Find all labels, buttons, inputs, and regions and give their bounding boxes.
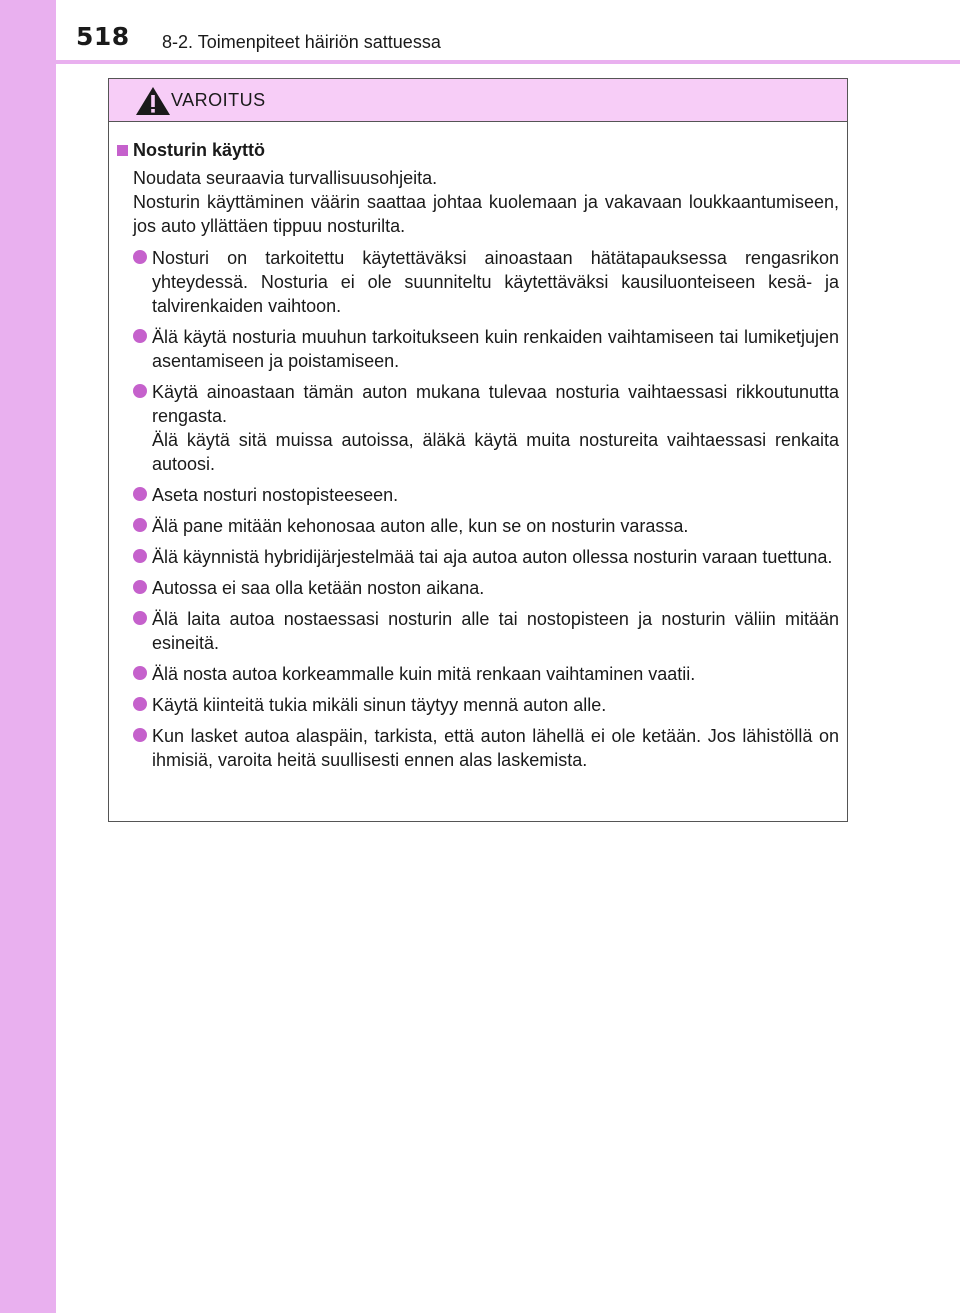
subheading <box>117 138 839 162</box>
round-bullet-icon <box>133 697 147 711</box>
list-item-paragraph: Älä käynnistä hybridijärjestelmää tai aja autoa auton ollessa nosturin varaan tuettuna. <box>152 547 833 567</box>
round-bullet-icon <box>133 250 147 264</box>
list-item-paragraph: Käytä ainoastaan tämän auton mukana tulevaa nosturia vaihtaessasi rikkoutunutta rengasta. <box>152 382 839 426</box>
list-item-text <box>152 483 839 507</box>
list-item <box>117 325 839 373</box>
list-item-paragraph: Aseta nosturi nostopisteeseen. <box>152 485 399 505</box>
list-item-paragraph: Älä laita autoa nostaessasi nosturin alle tai nostopisteen ja nosturin väliin mitään esineitä. <box>152 609 839 653</box>
list-item-text <box>152 607 839 655</box>
list-item-paragraph: Älä pane mitään kehonosaa auton alle, kun se on nosturin varassa. <box>152 516 689 536</box>
list-item-paragraph: Älä käytä sitä muissa autoissa, äläkä käytä muita nostureita vaihtaessasi renkaita autoosi. <box>152 430 839 474</box>
list-item <box>117 545 839 569</box>
intro-paragraph: Noudata seuraavia turvallisuusohjeita. <box>133 168 438 188</box>
list-item-text <box>152 380 839 476</box>
section-title: 8-2. Toimenpiteet häiriön sattuessa <box>162 32 441 52</box>
list-item <box>117 693 839 717</box>
list-item <box>117 724 839 772</box>
side-color-strip <box>0 0 56 1313</box>
list-item-paragraph: Älä käytä nosturia muuhun tarkoitukseen kuin renkaiden vaihtamiseen tai lumiketjujen asentamiseen ja poistamiseen. <box>152 327 839 371</box>
round-bullet-icon <box>133 580 147 594</box>
warning-label: VAROITUS <box>171 90 266 110</box>
round-bullet-icon <box>133 549 147 563</box>
list-item-text <box>152 514 839 538</box>
list-item-text <box>152 576 839 600</box>
list-item <box>117 380 839 476</box>
warning-body <box>109 122 847 772</box>
round-bullet-icon <box>133 666 147 680</box>
list-item <box>117 514 839 538</box>
list-item-paragraph: Kun lasket autoa alaspäin, tarkista, että auton lähellä ei ole ketään. Jos lähistöllä on ihmisiä, varoita heitä suullisesti ennen alas laskemista. <box>152 726 839 770</box>
round-bullet-icon <box>133 518 147 532</box>
warning-triangle-icon <box>135 86 171 116</box>
warning-box <box>108 78 848 822</box>
list-item <box>117 246 839 318</box>
list-item-text <box>152 724 839 772</box>
page-number: 518 <box>76 22 130 51</box>
list-item-text <box>152 325 839 373</box>
round-bullet-icon <box>133 329 147 343</box>
round-bullet-icon <box>133 487 147 501</box>
square-bullet-icon <box>117 145 128 156</box>
round-bullet-icon <box>133 384 147 398</box>
intro-paragraph: Nosturin käyttäminen väärin saattaa johtaa kuolemaan ja vakavaan loukkaantumiseen, jos auto yllättäen tippuu nosturilta. <box>133 192 839 236</box>
list-item <box>117 662 839 686</box>
list-item-text <box>152 545 839 569</box>
list-item-paragraph: Nosturi on tarkoitettu käytettäväksi ainoastaan hätätapauksessa rengasrikon yhteydessä. Nosturia ei ole suunniteltu käytettäväksi kausiluonteiseen kesä- ja talvirenkaiden vaihtoon. <box>152 248 839 316</box>
list-item-text <box>152 693 839 717</box>
list-item-text <box>152 662 839 686</box>
list-item-paragraph: Autossa ei saa olla ketään noston aikana. <box>152 578 485 598</box>
bullet-list <box>117 246 839 772</box>
warning-header <box>109 79 847 122</box>
round-bullet-icon <box>133 728 147 742</box>
intro-text <box>117 166 839 238</box>
header-rule <box>56 60 960 64</box>
subheading-text: Nosturin käyttö <box>133 140 266 160</box>
list-item <box>117 483 839 507</box>
list-item-paragraph: Älä nosta autoa korkeammalle kuin mitä renkaan vaihtaminen vaatii. <box>152 664 696 684</box>
round-bullet-icon <box>133 611 147 625</box>
list-item <box>117 576 839 600</box>
list-item-text <box>152 246 839 318</box>
list-item-paragraph: Käytä kiinteitä tukia mikäli sinun täytyy mennä auton alle. <box>152 695 607 715</box>
list-item <box>117 607 839 655</box>
